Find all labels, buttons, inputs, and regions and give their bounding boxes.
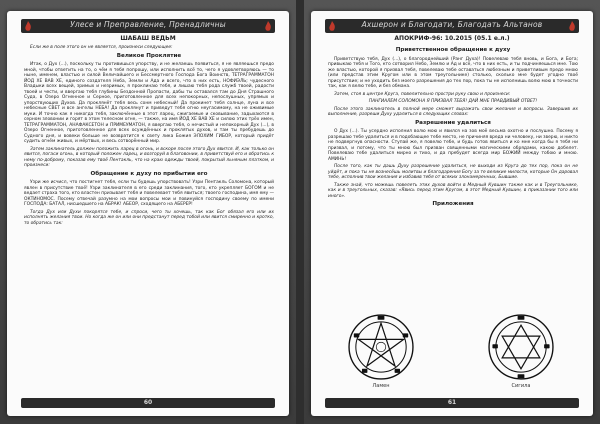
right-header-title: Ахшерон и Благодати, Благодать Альтанов [361,20,543,29]
left-page [7,11,289,416]
left-header-title: Улесе и Преправление, Пренадличны [70,20,226,29]
left-page-body [24,45,274,228]
paragraph: Узри же исчисл, что постигнет тебя, если ты будешь упорствовать! Узри Пентакль Соломона, который явлен в присутствие твоё! Узри заклинателя в его среди заклинания, того, кто укрепляет БОГОМ и не ведает страха того, кто властен призывает тебя и повелевает тебя явиться; твоего господина, имя ему — ОКТИНОМОС. Посему отвечай разумно на мои вопросы мои и повинуйся господину своему по имени ГОСПОДА: БАТАЛ, нисшедшего на АБРАК! АБЕОР, сходящего на АБЕРЕР! [24,180,274,207]
paragraph: О Дух (...). Ты усердно исполнил волю мою и явился на зов моё весьма охотно и послушно. Посему я разрешаю тебе удалиться и в подобающее тебе место, не причиняя вреда ни человеку, ни зверю, и никто не подвергнув опасности. Ступай же, я повелю тебе, и будь готов явиться и ко мне когда бы я тебя ни призвал, и потому, что ты мною был призван священными магическими обрядами, какою добелет. Повелеваю тебе удалиться мирно и тихо, и да пребудет всегда мир БОЖИЙ между тобою и мною. АМИНЬ! [328,129,578,162]
intro-paragraph: Если же в поле этого он не является, произнеси следующее: [30,45,173,50]
paragraph: Тогда Дух или Духи покорятся тебе, и спроси, чего ты хочешь, так как Бог обязал его или их исполнять желания твои. Но когда же он или они предстанут перед тобой или явится смиренно и кротко, то обратись так: [24,209,274,226]
flame-icon [262,20,274,32]
right-page-number: 61 [325,398,579,408]
section-heading: Приветственное обращение к духу [395,47,511,53]
right-page-body [328,45,578,211]
right-page [311,11,593,416]
seal-caption: Сигила [511,383,531,389]
left-page-number: 60 [21,398,275,408]
book-spine [296,0,304,424]
right-page-subtitle: АПОКРИФ-96: 10.2015 (05.1 е.л.) [394,35,510,42]
paragraph: Приветствую тебя, Дух (...), о благороднейший (Ранг Духа)! Повелеваю тебя вновь, и Бога, и Бога; привыкаю тебя и Того, кто сотворил Небо, Землю и Ад и всё, что в них есть, и ты подчиняешься мне. Тою же властью, которой я призвал тебя, повелеваю тебе оставаться любезным и приветливым предо мною (или представ этим Кругом или в этом треугольнике) столько, сколько мне будет угодно твоё присутствие; и не уходить без моего разрешения до тех пор, пока ты не исполнишь волю мою в точности так, как я велю тебе, и без обмана. [328,56,578,89]
paragraph: Затем, стоя в центре Круга, повелительно простри руку свою и произнеси: [334,91,511,97]
section-heading: Обращение к духу по прибытии его [90,170,208,177]
section-heading: Приложения [432,201,474,207]
flame-icon [566,20,578,32]
appendix-seals [311,307,593,397]
paragraph: Итак, о Дух (...), поскольку ты противишься упорству, и не желаешь появиться, я не являешься предо мной, чтобы ответить на то, о чём я тебя попрошу, или исполнить всё то, чего я удовлетворяюсь — то ныне, именем, властью и силой Величайшего и Бессмертного Господа Бога Воинств, ТЕТРАГРАММАТОН ЙОД ХЕ ВАВ ХЕ, единого создателя Неба, Земли и Ада и всего, что в них есть, НОФИЭЛЬ; чудесного Владыки всех вещей, зримых и незримых, я проклинаю тебя, и лишаю тебя рода служб твоей, радости твоей и чести, и ввергаю тебя глубины Бездонной Пропасти, дабы ты оставался там до Дня Страшного Суда, в Озеро Огненное и Серное, приготовленное для всех непокорных, непослушных, упрямых и упорствующих Духов. Да проклянёт тебя весь сонм небесный! Да прокинет тебя солнце, луна и все небесные СВЕТ и все ангелы НЕБА! Да проклянут и приведут тебя огню неугасимому, на не оживимые муки. И точно как я никогда тебя, заключённые в этот ларец, сжигаемые и сковывание, задыхаются в серном зловонии и горят в этом телесном огне, — также, на имя ЙОД ХЕ ВАВ ХЕ и силою этих трёх имен, ТЕТРАГРАММАТОН, АНАФАКСЕТОН и ПРИМЕУМАТОН, я ввергаю тебя, о нечистый и непокорный Дух (...), в Озеро Огненное, приготовленное для всех осуждённых и проклятых духов, и там ты пребудешь до Судного дня, и вовеки больше не возвратится к свету лика Божия ЭЛОХИМ ГИБОР, который придёт судить огнём живых, и мёртвых, и весь сотворённый мир. [24,62,274,144]
paragraph: Также знай, что можешь повелеть этих духов войти в Медный Кувшин также как и в Треугольнике, как и в треугольных, сказав: «Явись перед этим Кругом, в этот Медный Кувшин, в приказании того или иного». [328,182,578,199]
chant-line: ПАНГИАЛЕМ СОЛОМОНА Я ПРИЗВАЛ ТЕБЯ! ДАЙ МНЕ ПРАВДИВЫЙ ОТВЕТ! [368,99,538,104]
section-heading: Великое Проклятие [116,52,182,59]
left-page-subtitle: ШАБАШ ВЕДЬМ [120,35,176,42]
pentagram-seal-icon [347,313,415,381]
paragraph: Затем заклинатель должен положить ларец в огонь, и вскоре после этого Дух явится. И, как только он явится, погаси огонь, в который положен ларец, и возгоруй в благовонии, в приветствуй его и обратись к нему по-доброму, показав ему твоё Пентакль, что на краю одежды твоей, покрытый льняным платком, и произнеси: [24,146,274,168]
paragraph: После этого заклинатель в полной мере сможет выражать свои желания и вопросы. Завершив их выполнение, разреши Духу удалиться в следующих словах: [328,106,578,117]
paragraph: После того, как ты дашь Духу разрешение удалиться, не выходи из Круга до тех пор, пока он не уйдёт, и пока ты не вознесёшь молитвы и благодарения Богу за те великие милости, которые Он даровал тебе, исполнив твои желания и избавив тебя от всяких злонамеренных, Бывшие. [328,164,578,180]
section-heading: Разрешение удалиться [415,119,491,126]
right-page-header [325,19,579,33]
seal-caption: Ламен [372,383,390,389]
hexagram-seal-icon [487,313,555,381]
left-page-header [21,19,275,33]
